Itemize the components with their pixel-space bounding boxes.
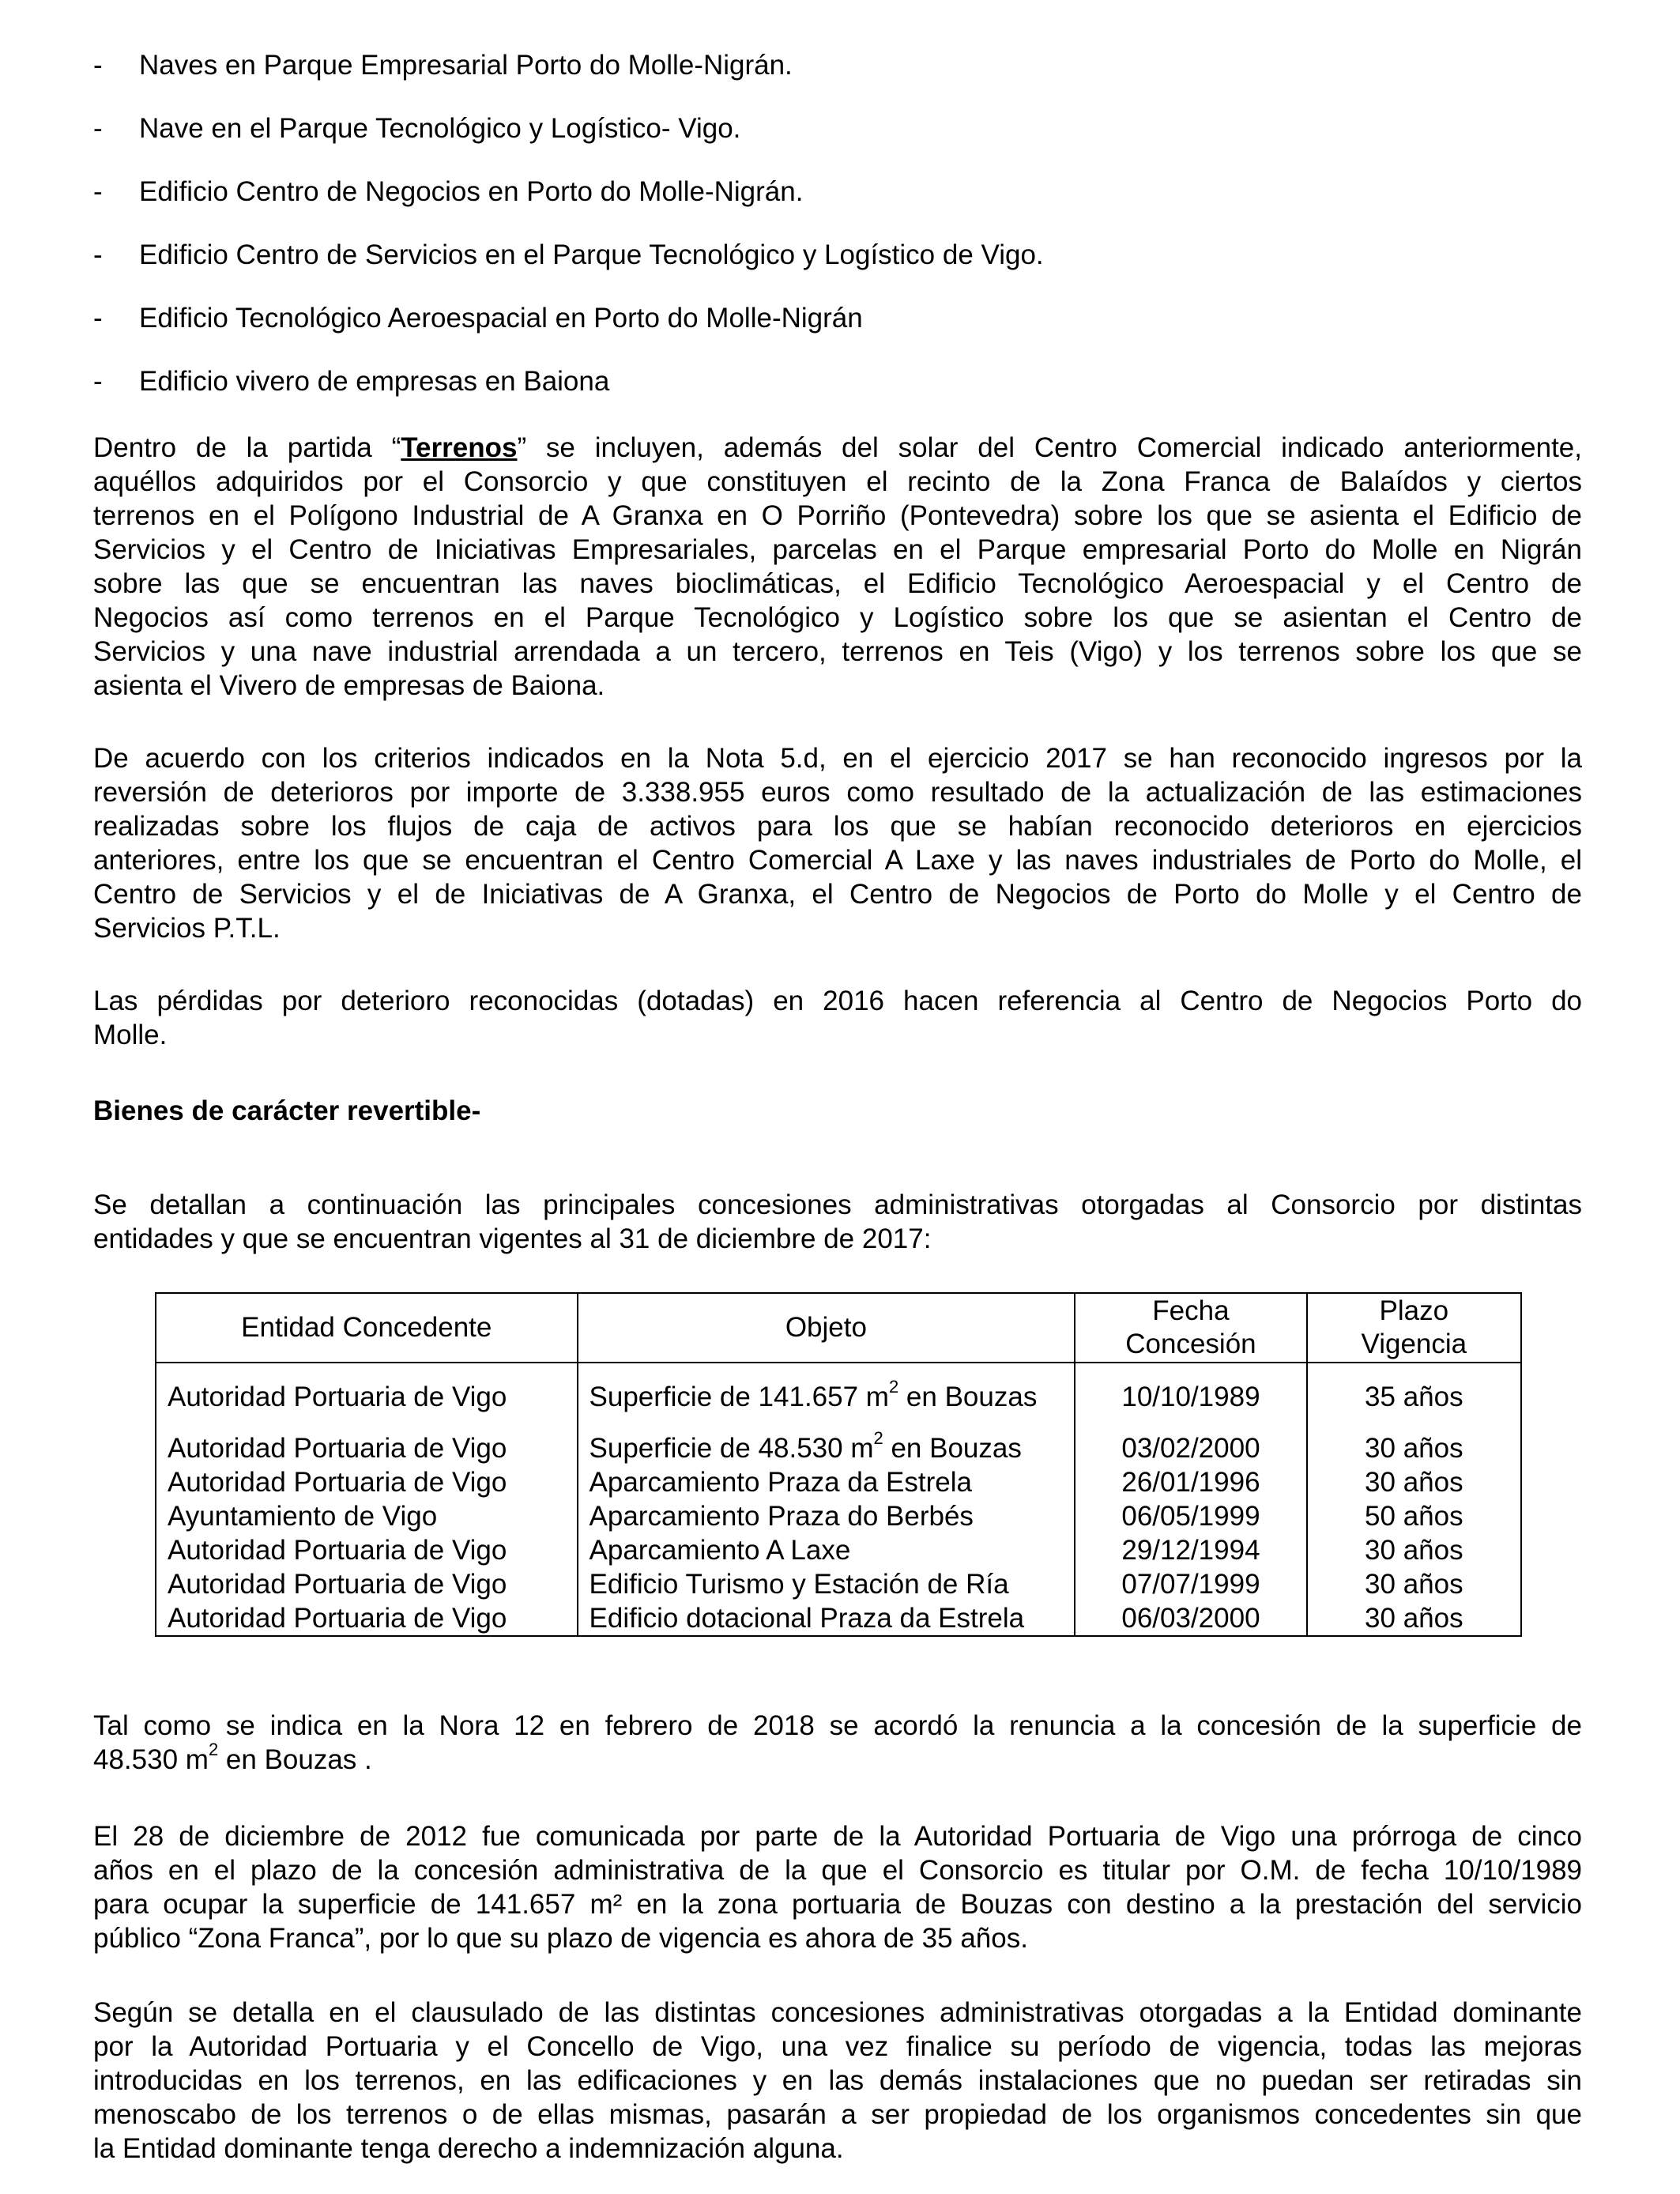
bullet-marker: -	[93, 50, 103, 81]
cell-objeto: Aparcamiento A Laxe	[578, 1533, 1075, 1567]
cell-plazo: 35 años	[1307, 1363, 1521, 1431]
table-row	[156, 1465, 1521, 1499]
cell-entidad: Autoridad Portuaria de Vigo	[156, 1465, 578, 1499]
cell-plazo: 50 años	[1307, 1499, 1521, 1533]
list-item-text: Edificio Centro de Servicios en el Parque Tecnológico y Logístico de Vigo.	[139, 239, 1044, 270]
table-row	[156, 1567, 1521, 1601]
header-fecha: Fecha Concesión	[1075, 1293, 1306, 1363]
cell-fecha: 06/05/1999	[1075, 1499, 1306, 1533]
paragraph-line: Servicios P.T.L.	[93, 913, 281, 944]
bullet-marker: -	[93, 176, 103, 207]
paragraph-line: aquéllos adquiridos por el Consorcio y que constituyen el recinto de la Zona Franca de Balaídos y ciertos	[93, 466, 1582, 497]
paragraph-line: Molle.	[93, 1020, 168, 1050]
bullet-marker: -	[93, 239, 103, 270]
paragraph-line: terrenos en el Polígono Industrial de A Granxa en O Porriño (Pontevedra) sobre los que se asienta el Edificio de	[93, 500, 1582, 531]
paragraph-line: público “Zona Franca”, por lo que su plazo de vigencia es ahora de 35 años.	[93, 1923, 1028, 1954]
list-item-text: Edificio Centro de Negocios en Porto do Molle-Nigrán.	[139, 176, 804, 207]
prorroga-paragraph	[93, 1819, 1582, 1955]
header-objeto: Objeto	[578, 1293, 1075, 1363]
paragraph-line: Negocios así como terrenos en el Parque Tecnológico y Logístico sobre los que se asientan el Centro de	[93, 602, 1582, 633]
paragraph-line: menoscabo de los terrenos o de ellas mismas, pasarán a ser propiedad de los organismos concedentes sin que	[93, 2099, 1582, 2130]
cell-fecha: 29/12/1994	[1075, 1533, 1306, 1567]
cell-entidad: Autoridad Portuaria de Vigo	[156, 1567, 578, 1601]
cell-objeto: Aparcamiento Praza do Berbés	[578, 1499, 1075, 1533]
list-item-text: Nave en el Parque Tecnológico y Logístico- Vigo.	[139, 113, 741, 144]
paragraph-line: Dentro de la partida “Terrenos” se incluyen, además del solar del Centro Comercial indicado anteriormente,	[93, 432, 1582, 463]
cell-entidad: Ayuntamiento de Vigo	[156, 1499, 578, 1533]
deterioros-paragraph	[93, 741, 1582, 945]
paragraph-line: años en el plazo de la concesión administrativa de la que el Consorcio es titular por O.M. de fecha 10/10/1989	[93, 1855, 1582, 1886]
renuncia-paragraph	[93, 1709, 1582, 1777]
bullet-marker: -	[93, 366, 103, 397]
paragraph-line: Tal como se indica en la Nora 12 en febrero de 2018 se acordó la renuncia a la concesión de la superficie de	[93, 1710, 1582, 1741]
table-row	[156, 1601, 1521, 1636]
cell-entidad: Autoridad Portuaria de Vigo	[156, 1431, 578, 1465]
table-row	[156, 1499, 1521, 1533]
cell-entidad: Autoridad Portuaria de Vigo	[156, 1363, 578, 1431]
paragraph-line: la Entidad dominante tenga derecho a indemnización alguna.	[93, 2133, 844, 2164]
cell-objeto: Edificio Turismo y Estación de Ría	[578, 1567, 1075, 1601]
paragraph-line: por la Autoridad Portuaria y el Concello de Vigo, una vez finalice su período de vigencia, todas las mejoras	[93, 2031, 1582, 2062]
paragraph-line: entidades y que se encuentran vigentes al 31 de diciembre de 2017:	[93, 1223, 932, 1254]
concessions-table	[155, 1292, 1522, 1637]
terrenos-term: Terrenos	[401, 432, 518, 463]
cell-plazo: 30 años	[1307, 1465, 1521, 1499]
paragraph-line: Servicios y el Centro de Iniciativas Empresariales, parcelas en el Parque empresarial Porto do Molle en Nigrán	[93, 534, 1582, 565]
cell-entidad: Autoridad Portuaria de Vigo	[156, 1533, 578, 1567]
paragraph-line: El 28 de diciembre de 2012 fue comunicada por parte de la Autoridad Portuaria de Vigo una prórroga de cinco	[93, 1821, 1582, 1852]
section-heading: Bienes de carácter revertible-	[93, 1095, 481, 1126]
paragraph-line: Se detallan a continuación las principales concesiones administrativas otorgadas al Consorcio por distintas	[93, 1189, 1582, 1220]
list-item-text: Naves en Parque Empresarial Porto do Molle-Nigrán.	[139, 50, 793, 81]
cell-fecha: 06/03/2000	[1075, 1601, 1306, 1636]
cell-objeto: Edificio dotacional Praza da Estrela	[578, 1601, 1075, 1636]
header-entidad: Entidad Concedente	[156, 1293, 578, 1363]
perdidas-paragraph	[93, 984, 1582, 1052]
paragraph-line: reversión de deterioros por importe de 3.338.955 euros como resultado de la actualización de las estimaciones	[93, 777, 1582, 808]
paragraph-line: 48.530 $m^2$ en Bouzas .	[93, 1740, 372, 1775]
list-item-text: Edificio vivero de empresas en Baiona	[139, 366, 610, 397]
cell-objeto: Superficie de 141.657 $m^2$ en Bouzas	[578, 1363, 1075, 1431]
cell-plazo: 30 años	[1307, 1567, 1521, 1601]
cell-fecha: 10/10/1989	[1075, 1363, 1306, 1431]
cell-objeto: Superficie de 48.530 $m^2$ en Bouzas	[578, 1431, 1075, 1465]
paragraph-line: Las pérdidas por deterioro reconocidas (dotadas) en 2016 hacen referencia al Centro de Negocios Porto do	[93, 986, 1582, 1016]
paragraph-line: introducidas en los terrenos, en las edificaciones y en las demás instalaciones que no puedan ser retiradas sin	[93, 2065, 1582, 2096]
paragraph-line: realizadas sobre los flujos de caja de activos para los que se habían reconocido deterioros en ejercicios	[93, 811, 1582, 842]
paragraph-line: Servicios y una nave industrial arrendada a un tercero, terrenos en Teis (Vigo) y los terrenos sobre los que se	[93, 636, 1582, 667]
table-row	[156, 1431, 1521, 1465]
concesiones-intro	[93, 1188, 1582, 1256]
bullet-marker: -	[93, 113, 103, 144]
table-header-row	[156, 1293, 1521, 1363]
cell-fecha: 26/01/1996	[1075, 1465, 1306, 1499]
table-row	[156, 1363, 1521, 1431]
paragraph-line: sobre las que se encuentran las naves bioclimáticas, el Edificio Tecnológico Aeroespacial y el Centro de	[93, 568, 1582, 599]
bullet-marker: -	[93, 303, 103, 334]
cell-objeto: Aparcamiento Praza da Estrela	[578, 1465, 1075, 1499]
list-item-text: Edificio Tecnológico Aeroespacial en Porto do Molle-Nigrán	[139, 303, 863, 334]
cell-plazo: 30 años	[1307, 1431, 1521, 1465]
cell-entidad: Autoridad Portuaria de Vigo	[156, 1601, 578, 1636]
terrenos-paragraph	[93, 431, 1582, 703]
cell-plazo: 30 años	[1307, 1533, 1521, 1567]
header-plazo: Plazo Vigencia	[1307, 1293, 1521, 1363]
paragraph-line: para ocupar la superficie de 141.657 m² en la zona portuaria de Bouzas con destino a la prestación del servicio	[93, 1889, 1582, 1920]
cell-fecha: 07/07/1999	[1075, 1567, 1306, 1601]
table-row	[156, 1533, 1521, 1567]
cell-fecha: 03/02/2000	[1075, 1431, 1306, 1465]
paragraph-line: Según se detalla en el clausulado de las distintas concesiones administrativas otorgadas a la Entidad dominante	[93, 1997, 1582, 2028]
clausulado-paragraph	[93, 1996, 1582, 2166]
paragraph-line: anteriores, entre los que se encuentran el Centro Comercial A Laxe y las naves industriales de Porto do Molle, el	[93, 845, 1582, 876]
cell-plazo: 30 años	[1307, 1601, 1521, 1636]
paragraph-line: De acuerdo con los criterios indicados en la Nota 5.d, en el ejercicio 2017 se han reconocido ingresos por la	[93, 743, 1582, 774]
paragraph-line: Centro de Servicios y el de Iniciativas de A Granxa, el Centro de Negocios de Porto do Molle y el Centro de	[93, 879, 1582, 910]
paragraph-line: asienta el Vivero de empresas de Baiona.	[93, 670, 605, 701]
